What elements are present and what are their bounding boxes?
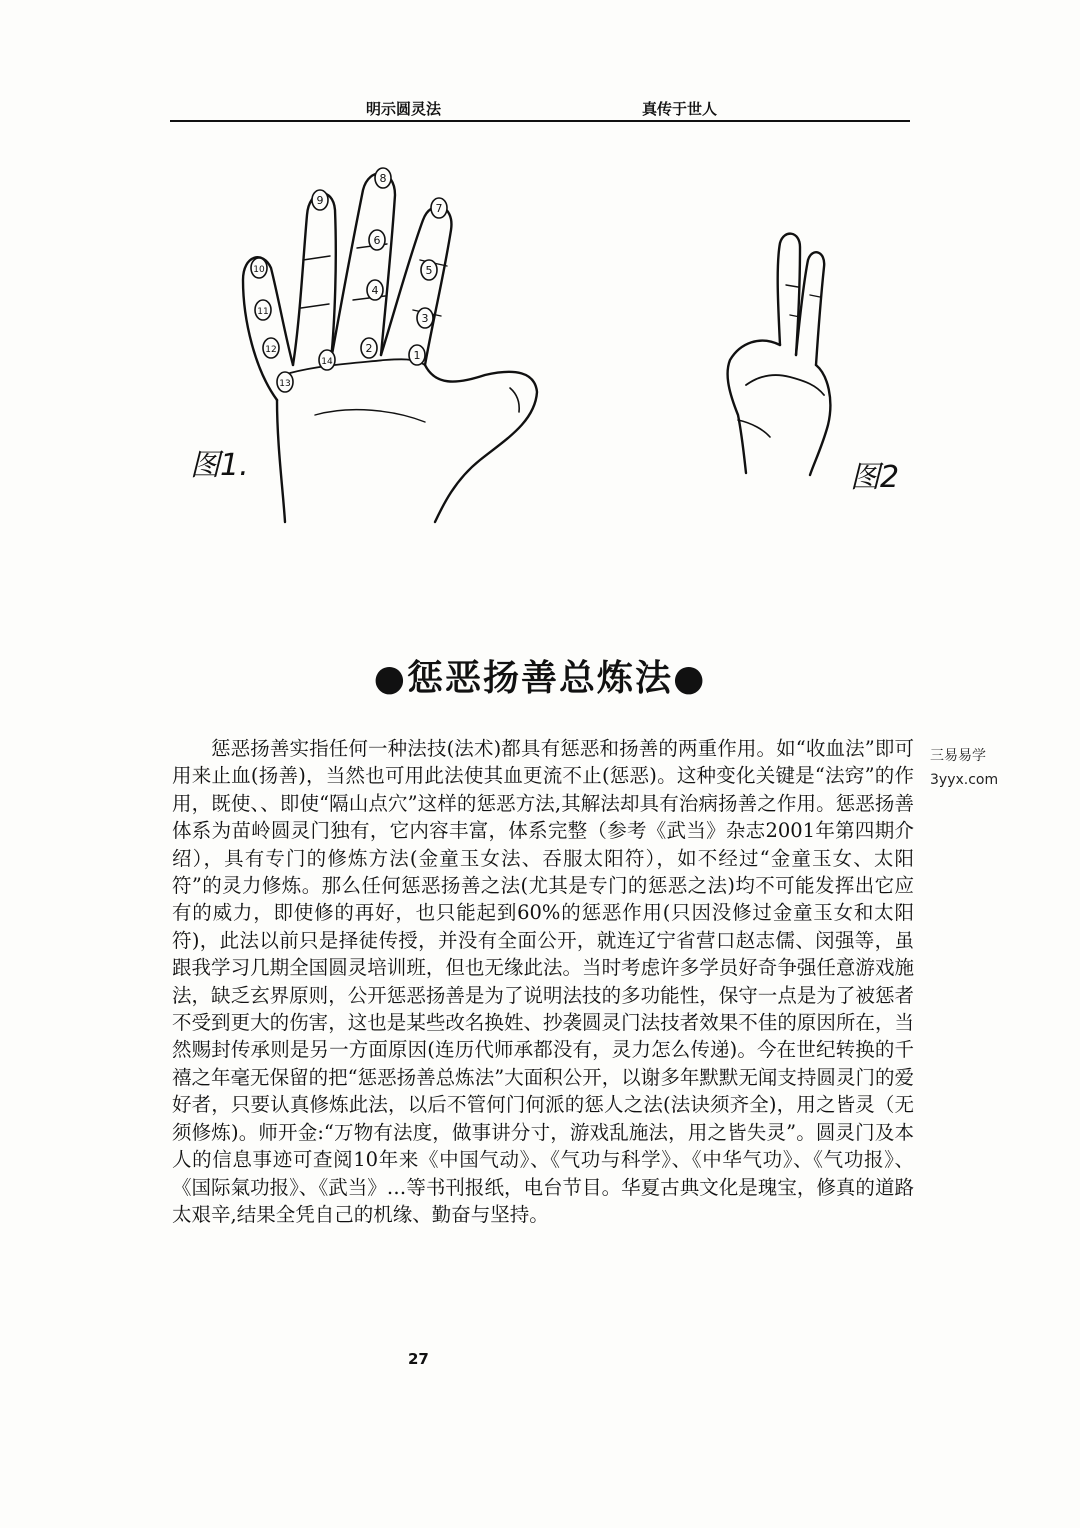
point-label: 7 (435, 202, 443, 215)
header-left-text: 明示圆灵法 (366, 100, 442, 118)
figure-2-caption: 图2 (850, 460, 900, 495)
running-header (170, 98, 910, 122)
hand-sign-figure-2 (720, 225, 910, 485)
point-label: 6 (373, 234, 381, 247)
point-label: 4 (371, 284, 379, 297)
point-label: 1 (413, 349, 421, 362)
watermark-line-1: 三易易学 (930, 748, 986, 764)
figure-1-caption: 图1. (190, 448, 249, 483)
header-right-text: 真传于世人 (642, 100, 718, 118)
point-label: 8 (379, 172, 387, 185)
point-label: 2 (365, 342, 373, 355)
header-rule (170, 120, 910, 122)
point-label: 14 (321, 357, 333, 367)
point-label: 10 (253, 265, 265, 275)
page-number: 27 (408, 1350, 429, 1368)
point-label: 11 (257, 307, 269, 317)
watermark (930, 744, 998, 792)
point-label: 13 (279, 379, 291, 389)
body-paragraph: 惩恶扬善实指任何一种法技(法术)都具有惩恶和扬善的两重作用。如“收血法”即可用来止血(扬善)，当然也可用此法使其血更流不止(惩恶)。这种变化关键是“法窍”的作用，既使、、即使“隔山点穴”这样的惩恶方法,其解法却具有治病扬善之作用。惩恶扬善体系为苗岭圆灵门独有，它内容丰富，体系完整（参考《武当》杂志2001年第四期介绍），具有专门的修炼方法(金童玉女法、吞服太阳符），如不经过“金童玉女、太阳符”的灵力修炼。那么任何惩恶扬善之法(尤其是专门的惩恶之法)均不可能发挥出它应有的威力，即使修的再好，也只能起到60%的惩恶作用(只因没修过金童玉女和太阳符)，此法以前只是择徒传授，并没有全面公开，就连辽宁省营口赵志儒、闵强等，虽跟我学习几期全国圆灵培训班，但也无缘此法。当时考虑许多学员好奇争强任意游戏施法，缺乏玄界原则，公开惩恶扬善是为了说明法技的多功能性，保守一点是为了被惩者不受到更大的伤害，这也是某些改名换姓、抄袭圆灵门法技者效果不佳的原因所在，当然赐封传承则是另一方面原因(连历代师承都没有，灵力怎么传递)。今在世纪转换的千禧之年毫无保留的把“惩恶扬善总炼法”大面积公开，以谢多年默默无闻支持圆灵门的爱好者，只要认真修炼此法，以后不管何门何派的惩人之法(法诀须齐全)，用之皆灵（无须修炼)。师开金:“万物有法度，做事讲分寸，游戏乱施法，用之皆失灵”。圆灵门及本人的信息事迹可查阅10年来《中国气动》、《气功与科学》、《中华气功》、《气功报》、《国际氣功报》、《武当》…等书刊报纸，电台节目。华夏古典文化是瑰宝，修真的道路太艰辛,结果全凭自己的机缘、勤奋与坚持。 (172, 737, 914, 1226)
point-label: 3 (421, 312, 429, 325)
point-label: 12 (265, 345, 277, 355)
point-label: 9 (316, 194, 324, 207)
watermark-line-2: 3yyx.com (930, 772, 999, 788)
point-label: 5 (425, 264, 433, 277)
section-title: ●惩恶扬善总炼法● (373, 658, 707, 699)
